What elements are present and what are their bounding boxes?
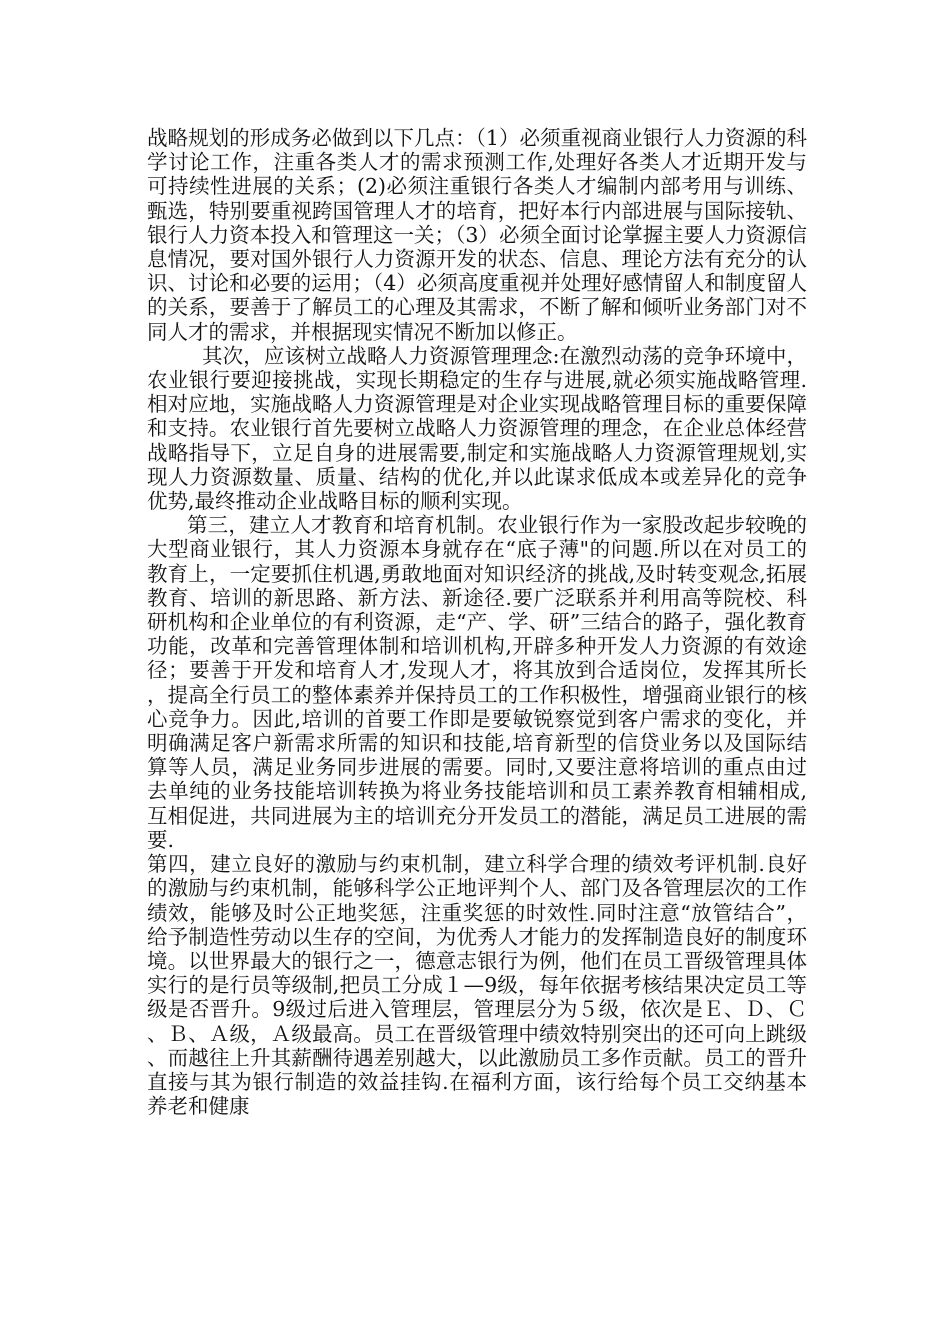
paragraph-strategy-planning: 战略规划的形成务必做到以下几点：（1）必须重视商业银行人力资源的科学讨论工作，注重各类人才的需求预测工作,处理好各类人才近期开发与可持续性进展的关系；(2)必须注重银行各类人才编制内部考用与训练、甄选，特别要重视跨国管理人才的培育，把好本行内部进展与国际接轨、银行人力资本投入和管理这一关；（3）必须全面讨论掌握主要人力资源信息情况，要对国外银行人力资源开发的状态、信息、理论方法有充分的认识、讨论和必要的运用；（4）必须高度重视并处理好感情留人和制度留人的关系，要善于了解员工的心理及其需求，不断了解和倾听业务部门对不同人才的需求，并根据现实情况不断加以修正。 [147, 126, 807, 344]
document-body [147, 126, 807, 1118]
paragraph-strategic-hr-concept: 其次，应该树立战略人力资源管理理念:在激烈动荡的竞争环境中，农业银行要迎接挑战，实现长期稳定的生存与进展,就必须实施战略管理.相对应地，实施战略人力资源管理是对企业实现战略管理目标的重要保障和支持。农业银行首先要树立战略人力资源管理的理念，在企业总体经营战略指导下，立足自身的进展需要,制定和实施战略人力资源管理规划,实现人力资源数量、质量、结构的优化,并以此谋求低成本或差异化的竞争优势,最终推动企业战略目标的顺利实现。 [147, 343, 807, 514]
paragraph-talent-education: 第三，建立人才教育和培育机制。农业银行作为一家股改起步较晚的大型商业银行，其人力资源本身就存在“底子薄"的问题.所以在对员工的教育上，一定要抓住机遇,勇敢地面对知识经济的挑战,及时转变观念,拓展教育、培训的新思路、新方法、新途径.要广泛联系并利用高等院校、科研机构和企业单位的有利资源，走“产、学、研”三结合的路子，强化教育功能，改革和完善管理体制和培训机构,开辟多种开发人力资源的有效途径；要善于开发和培育人才,发现人才，将其放到合适岗位，发挥其所长，提高全行员工的整体素养并保持员工的工作积极性，增强商业银行的核心竞争力。因此,培训的首要工作即是要敏锐察觉到客户需求的变化，并明确满足客户新需求所需的知识和技能,培育新型的信贷业务以及国际结算等人员，满足业务同步进展的需要。同时,又要注意将培训的重点由过去单纯的业务技能培训转换为将业务技能培训和员工素养教育相辅相成,互相促进，共同进展为主的培训充分开发员工的潜能，满足员工进展的需要. [147, 513, 807, 852]
paragraph-incentive-mechanism: 第四，建立良好的激励与约束机制，建立科学合理的绩效考评机制.良好的激励与约束机制，能够科学公正地评判个人、部门及各管理层次的工作绩效，能够及时公正地奖惩，注重奖惩的时效性.同时注意“放管结合”，给予制造性劳动以生存的空间，为优秀人才能力的发挥制造良好的制度环境。以世界最大的银行之一，德意志银行为例，他们在员工晋级管理具体实行的是行员等级制,把员工分成１—9级，每年依据考核结果决定员工等级是否晋升。9级过后进入管理层，管理层分为５级，依次是Ｅ、Ｄ、Ｃ、Ｂ、Ａ级，Ａ级最高。员工在晋级管理中绩效特别突出的还可向上跳级、而越往上升其薪酬待遇差别越大，以此激励员工多作贡献。员工的晋升直接与其为银行制造的效益挂钩.在福利方面，该行给每个员工交纳基本养老和健康 [147, 852, 807, 1119]
